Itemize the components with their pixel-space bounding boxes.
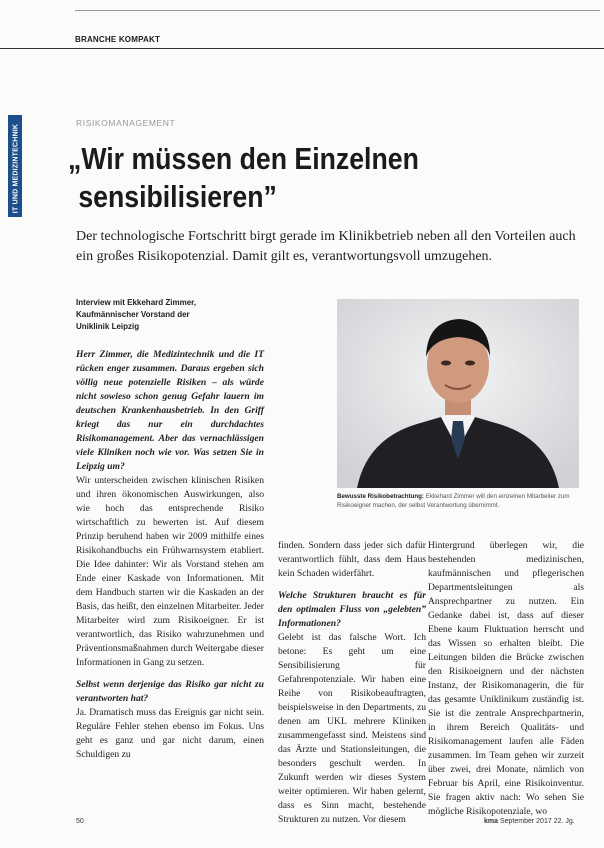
sidebar-label: IT UND MEDIZINTECHNIK [12,123,20,214]
answer-2-continued: finden. Sondern dass jeder sich dafür verantwortlich fühlt, dass dem Haus kein Schaden widerfährt. [278,540,426,579]
page-number: 50 [76,818,84,825]
interview-line-2: Kaufmännischer Vorstand der [76,310,190,319]
top-rule [75,10,600,11]
section-label: BRANCHE KOMPAKT [75,35,161,44]
section-rule [0,48,604,49]
article-kicker: RISIKOMANAGEMENT [76,118,176,128]
portrait-photo [337,299,579,488]
text-column-1 [76,348,264,762]
caption-text: Ekkehard Zimmer will den einzelnen Mitarbeiter zum Risikoeigner machen, der selbst Verantwortung übernimmt. [337,493,570,509]
question-3: Welche Strukturen braucht es für den optimalen Fluss von „gelebten” Informationen? [278,590,426,629]
question-1: Herr Zimmer, die Medizintechnik und die IT rücken enger zusammen. Daraus ergeben sich völlig neue potenzielle Risiken – als würde nicht sowieso schon genug Gefahr lauern im deutschen Krankenhausbetrieb. In den Griff kriegt das nur ein durchdachtes Risikomanagement. Aber das vernachlässigen viele Kliniken noch wie vor. Was setzen Sie in Leipzig um? [76,349,264,472]
headline-line-2: sensibilisieren” [78,179,277,214]
portrait-illustration [337,299,579,488]
publication-name: kma [484,818,499,825]
caption-title: Bewusste Risikobetrachtung: [337,493,424,500]
question-2: Selbst wenn derjenige das Risiko gar nicht zu verantworten hat? [76,679,264,704]
publication-volume: 22. Jg. [553,818,575,825]
interview-credit [76,297,306,333]
article-lead: Der technologische Fortschritt birgt gerade im Klinikbetrieb neben all den Vorteilen auch ein großes Risikopotenzial. Damit gilt es, verantwortungsvoll umzugehen. [76,229,576,264]
answer-1: Wir unterscheiden zwischen klinischen Risiken und ihren ökonomischen Auswirkungen, also wie hoch das entsprechende Risiko wirtschaftlich zu bewerten ist. Auf diesem Prinzip beruhend haben wir 2009 mithilfe eines Risikohandbuchs ein Frühwarnsystem etabliert. Die Idee dahinter: Wir als Vorstand stehen am Ende einer Kaskade von Informationen. Mit dem Handbuch starten wir die Kaskaden an der Basis, das heißt, den einzelnen Mitarbeiter. Jeder Mitarbeiter wird zum Risikoeigner. Er ist verantwortlich, das Risiko wahrzunehmen und Präventionsmaßnahmen durch Weitergabe dieser Informationen in Gang zu setzen. [76,475,264,668]
publication-issue: September 2017 [499,818,552,825]
article-headline [68,140,507,216]
text-column-2 [278,539,426,827]
answer-3: Gelebt ist das falsche Wort. Ich betone: Es geht um eine Sensibilisierung für Gefahrenpotenziale. Wir haben eine Reihe von Risikobeauftragten, beispielsweise in den Departments, zu denen am UKL mehrere Kliniken zusammengefasst sind. Meistens sind das Ärzte und Stationsleitungen, die besonders geschult werden. In Zukunft werden wir dieses System weiter optimieren. Wir haben gelernt, dass es Sinn macht, bestehende Strukturen zu nutzen. Vor diesem [278,632,426,825]
headline-line-1: „Wir müssen den Einzelnen [68,141,419,176]
photo-caption [337,492,582,510]
footer-publication [484,818,575,825]
interview-line-3: Uniklinik Leipzig [76,322,140,331]
interview-line-1: Interview mit Ekkehard Zimmer, [76,298,197,307]
answer-3-continued: Hintergrund überlegen wir, die bestehenden medizinischen, kaufmännischen und pflegerischen Departmentsleitungen als Ansprechpartner zu nutzen. Ein Gedanke dabei ist, dass auf dieser Ebene kaum Fluktuation herrscht und das Wissen so erhalten bleibt. Die Leitungen bilden die Brücke zwischen den Risikoeignern und der nächsten Instanz, der Risikomanagerin, die für das gesamte Uniklinikum zuständig ist. Sie ist die zentrale Ansprechpartnerin, in ihrem Bereich Qualitäts- und Risikomanagement laufen alle Fäden zusammen. Im Team gehen wir zurzeit über zwei, drei Monate, nämlich von Februar bis April, eine Risikoinventur. Sie fragen aktiv nach: Wo sehen Sie mögliche Risikopotenziale, wo [428,540,584,817]
text-column-3 [428,539,584,819]
answer-2: Ja. Dramatisch muss das Ereignis gar nicht sein. Reguläre Fehler stehen ebenso im Fokus. Uns geht es ganz und gar nicht darum, einen Schuldigen zu [76,707,264,760]
